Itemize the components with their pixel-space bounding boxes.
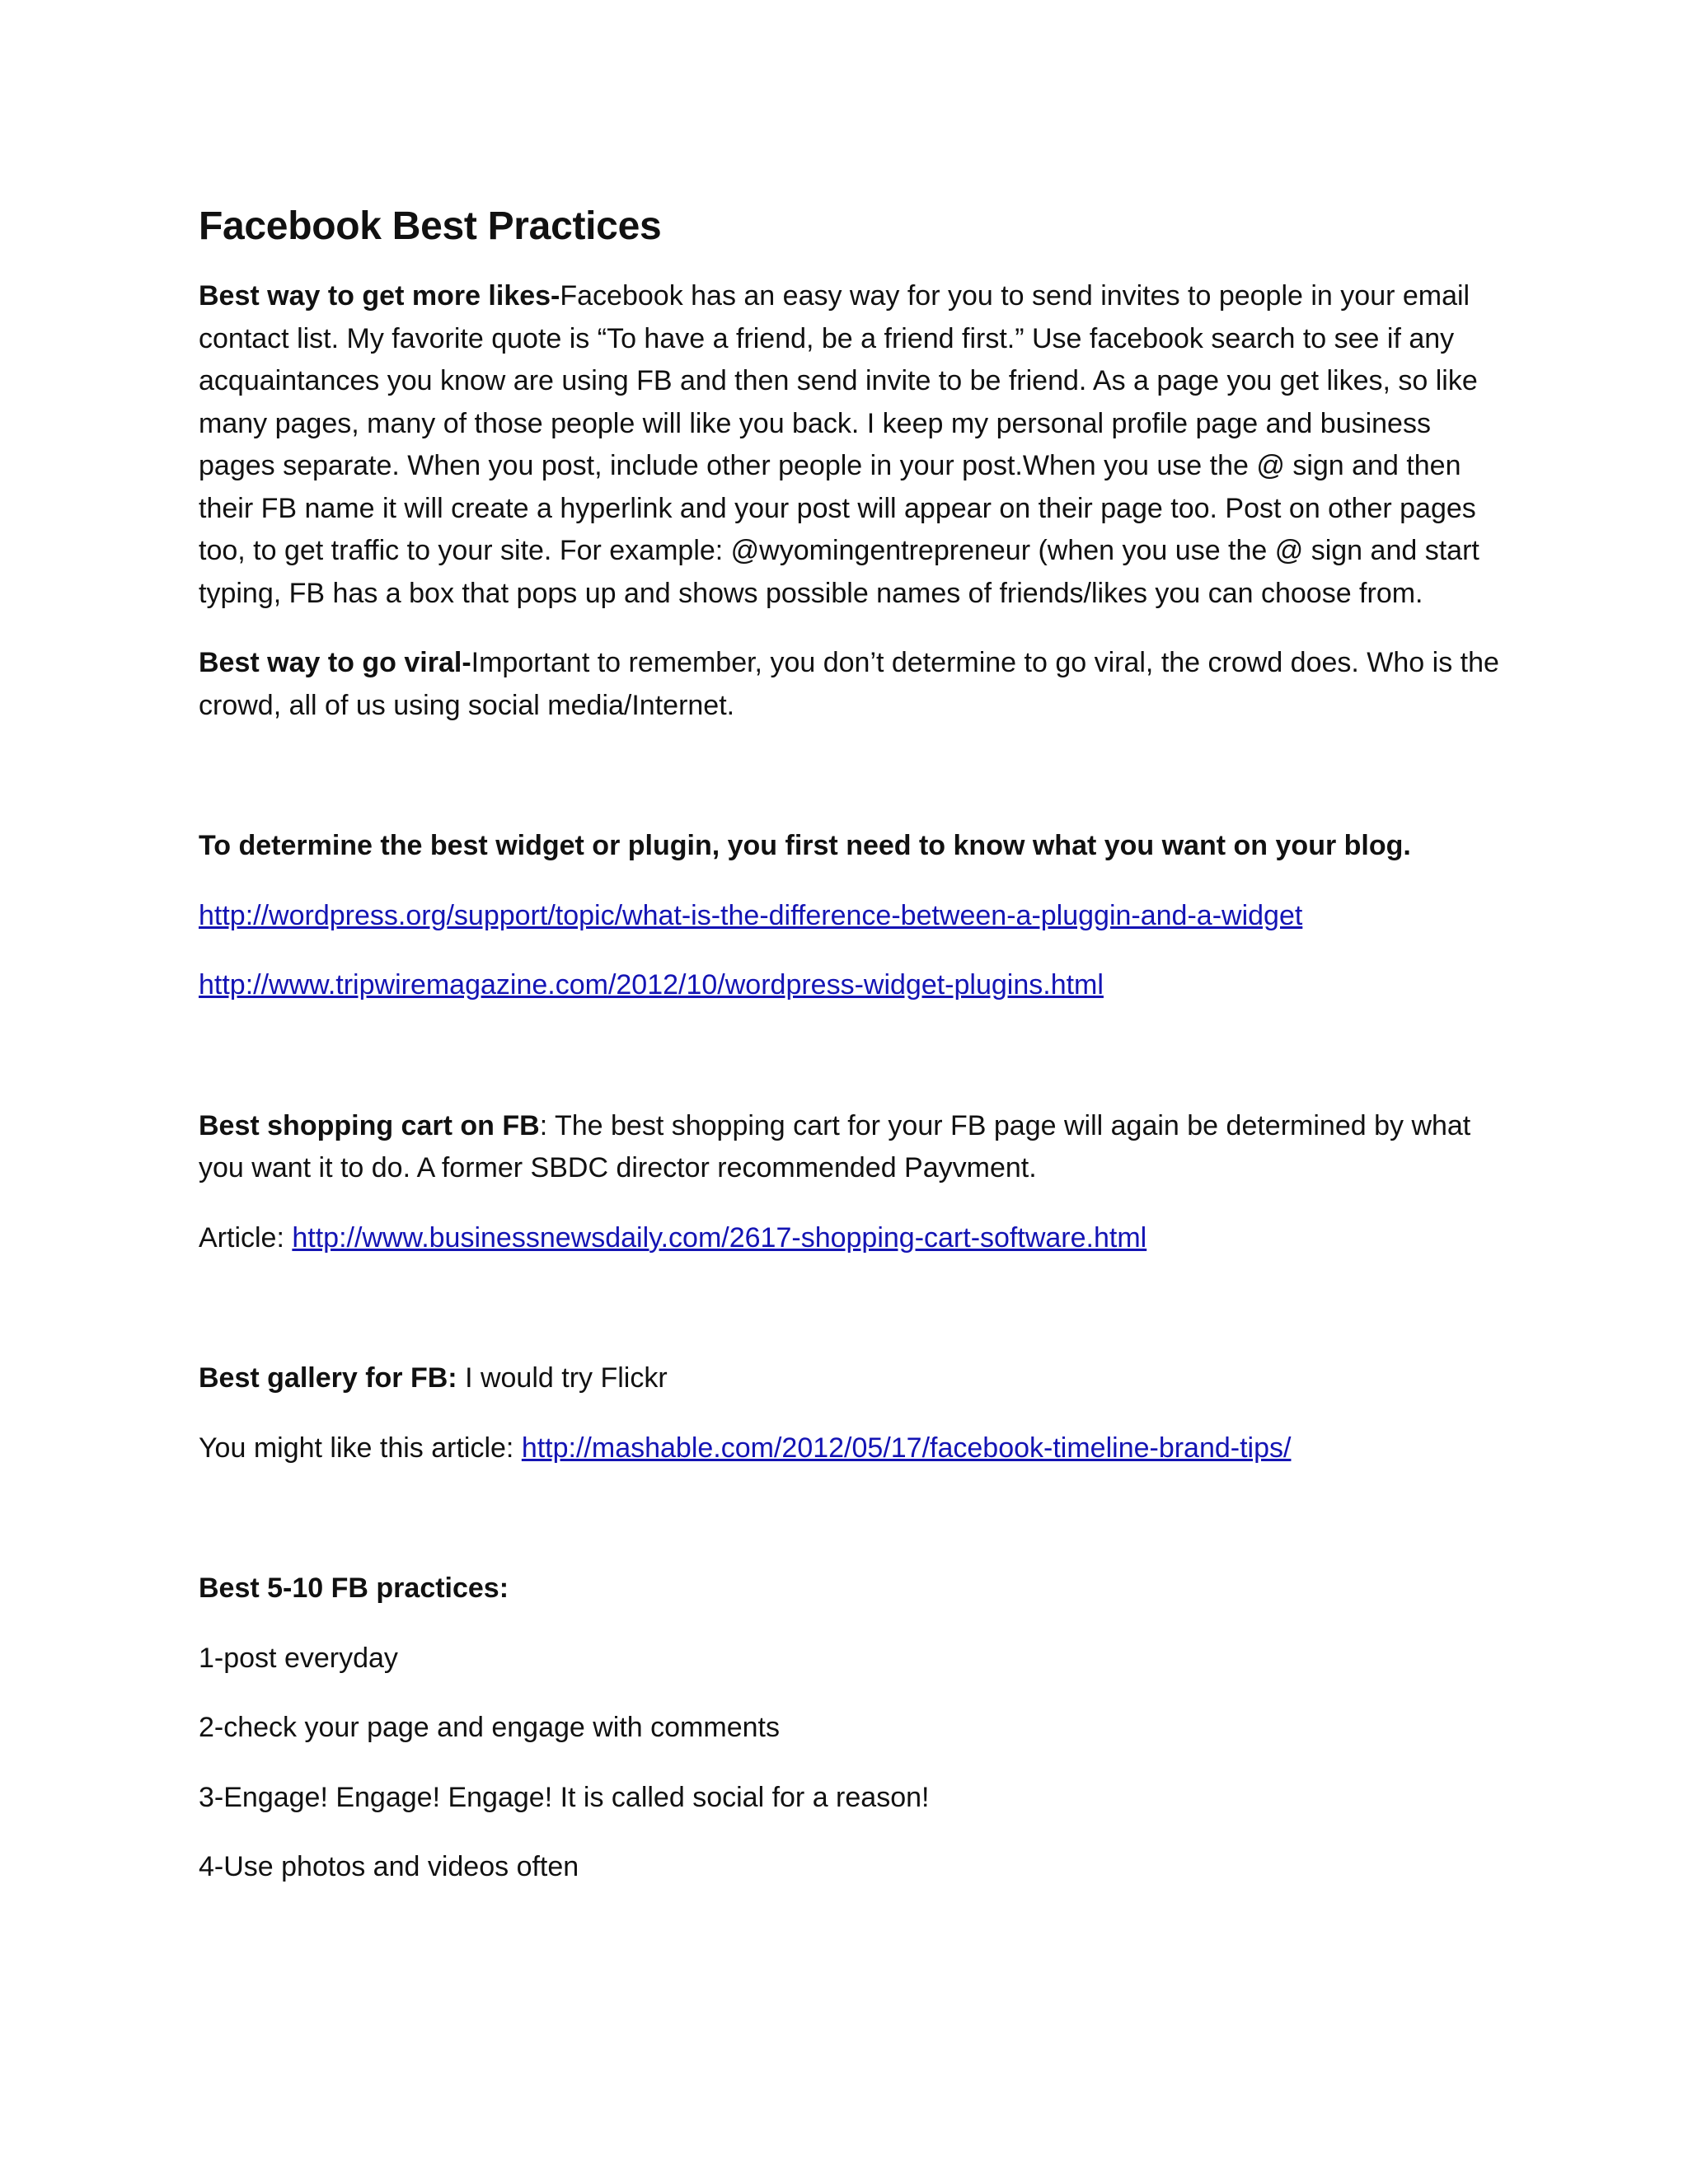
practices-heading: Best 5-10 FB practices: — [199, 1572, 509, 1604]
widget-heading: To determine the best widget or plugin, you first need to know what you want on your blog. — [199, 830, 1411, 861]
list-item: 3-Engage! Engage! Engage! It is called social for a reason! — [199, 1781, 930, 1813]
gallery-article-label: You might like this article: — [199, 1432, 522, 1464]
document-content — [199, 198, 1501, 1889]
likes-heading: Best way to get more likes- — [199, 280, 560, 312]
cart-text: : The best shopping cart for your FB page will again be determined by what you want it to do. A former SBDC director recommended Payvment. — [199, 1109, 1471, 1183]
cart-article-paragraph — [199, 1217, 1501, 1260]
tripwire-magazine-link[interactable]: http://www.tripwiremagazine.com/2012/10/wordpress-widget-plugins.html — [199, 969, 1104, 1001]
list-item: 4-Use photos and videos often — [199, 1851, 579, 1882]
viral-heading: Best way to go viral- — [199, 647, 471, 678]
cart-paragraph — [199, 1105, 1501, 1190]
gallery-heading: Best gallery for FB: — [199, 1362, 457, 1394]
gallery-article-paragraph — [199, 1427, 1501, 1470]
business-news-daily-link[interactable]: http://www.businessnewsdaily.com/2617-shopping-cart-software.html — [292, 1221, 1147, 1254]
page-title: Facebook Best Practices — [199, 204, 662, 248]
list-item: 1-post everyday — [199, 1642, 398, 1674]
cart-heading: Best shopping cart on FB — [199, 1109, 540, 1141]
list-item: 2-check your page and engage with comments — [199, 1712, 780, 1743]
widget-link1-paragraph — [199, 895, 1501, 938]
likes-text: Facebook has an easy way for you to send invites to people in your email contact list. My favorite quote is “To have a friend, be a friend first.” Use facebook search to see if any acquaintances you know are using FB and then send invite to be friend. As a page you get likes, so like many pages, many of those people will like you back. I keep my personal profile page and business pages separate. When you post, include other people in your post.When you use the @ sign and then their FB name it will create a hyperlink and your post will appear on their page too. Post on other pages too, to get traffic to your site. For example: @wyomingentrepreneur (when you use the @ sign and start typing, FB has a box that pops up and shows possible names of friends/likes you can choose from. — [199, 280, 1479, 609]
viral-text: Important to remember, you don’t determine to go viral, the crowd does. Who is the crowd, all of us using social media/Internet. — [199, 647, 1499, 721]
gallery-paragraph — [199, 1357, 1501, 1400]
gallery-text: I would try Flickr — [457, 1362, 668, 1394]
viral-paragraph — [199, 642, 1501, 727]
wordpress-support-link[interactable]: http://wordpress.org/support/topic/what-is-the-difference-between-a-pluggin-and-a-widget — [199, 899, 1303, 931]
cart-article-label: Article: — [199, 1221, 293, 1254]
mashable-link[interactable]: http://mashable.com/2012/05/17/facebook-timeline-brand-tips/ — [521, 1432, 1292, 1464]
widget-link2-paragraph — [199, 964, 1501, 1007]
likes-paragraph — [199, 275, 1501, 615]
